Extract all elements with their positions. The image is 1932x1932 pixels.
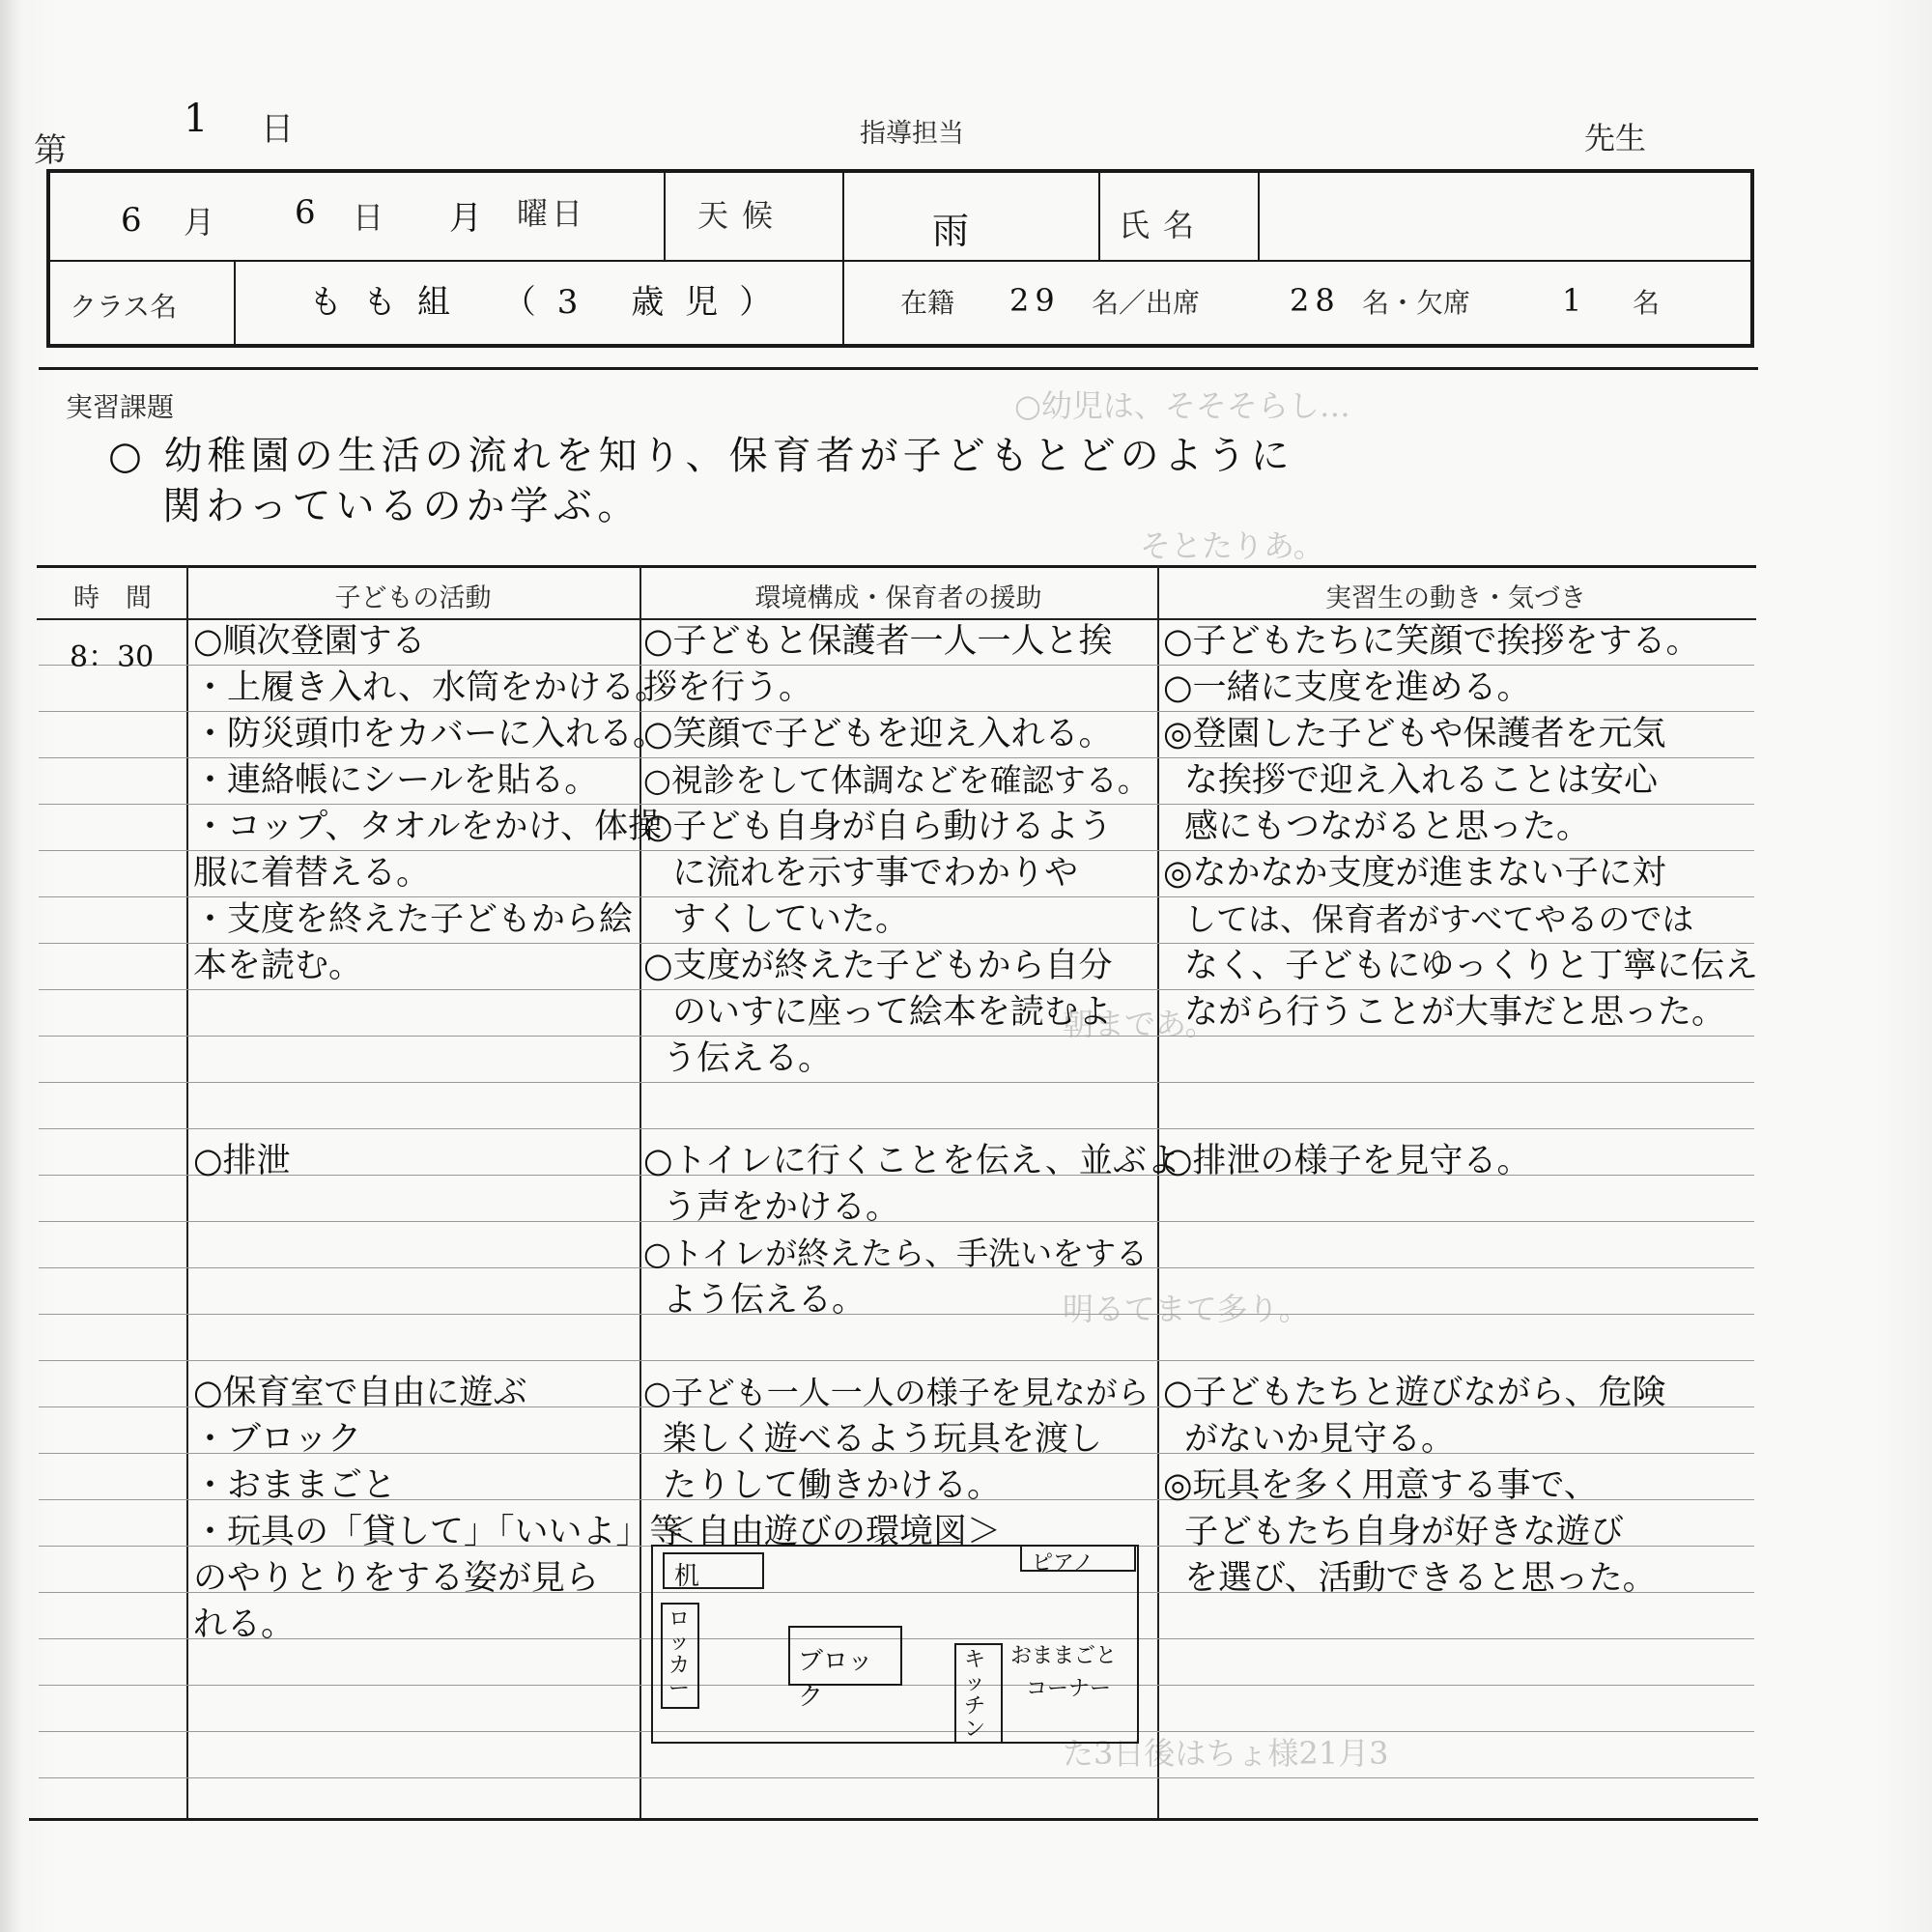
day-suffix: 日: [261, 110, 294, 149]
list-item: ・玩具の「貸して」「いいよ」等: [193, 1513, 684, 1551]
list-item: ・おままごと: [193, 1466, 397, 1505]
list-item: ・上履き入れ、水筒をかける。: [193, 668, 669, 707]
list-item: 子どもたち自身が好きな遊び: [1184, 1513, 1625, 1551]
list-item: ○排泄の様子を見守る。: [1163, 1142, 1531, 1180]
list-item: なく、子どもにゆっくりと丁寧に伝え: [1184, 947, 1758, 985]
absent-label: 名・欠席: [1362, 287, 1471, 319]
diagram-kitchen: キッチン: [954, 1643, 1003, 1744]
teacher-suffix: 先生: [1584, 120, 1647, 156]
ruled-line: [39, 1360, 1754, 1361]
list-item: ・連絡帳にシールを貼る。: [193, 761, 599, 800]
task-label: 実習課題: [66, 391, 175, 423]
list-item: ・ブロック: [193, 1420, 362, 1459]
diagram-locker: ロッカー: [661, 1603, 699, 1709]
day-prefix: 第: [34, 131, 67, 170]
time-cell: 8：30: [70, 640, 155, 674]
enrolled-label: 在籍: [900, 287, 955, 319]
list-item: ○子ども自身が自ら動けるよう: [643, 808, 1113, 846]
diary-page: 第 1 日 指導担当 先生 6 月 6 日 月 曜日 天候 雨 氏名 クラス名 もも組 （3 歳児） 在籍 29 名／出席 28 名・欠席 1 名 ○幼児は、そそそらし… そとたりあ。 朝まであ。 明るてまて多り。 た3日後はちょ様21月3 実習課題 ○ 幼稚園の生活の流れを知り、保育者が子どもとどのように 関わっているのか学ぶ。 時 間 子どもの活動 環境構成・保育者の援助 実習生の動き・気づき 8：30 ○順次登園する ・上履き入れ、水筒をかける。 ・防災頭巾をカバーに入れる。 ・連絡帳にシールを貼る。 ・コップ、タオルをかけ、体操 服に着替える。 ・支度を終えた子どもから絵 本を読む。 ○排泄 ○保育室で自由に遊ぶ ・ブロック ・おままごと ・玩具の「貸して」「いいよ」等 のやりとりをする姿が見ら れる。 ○子どもと保護者一人一人と挨 拶を行う。 ○笑顔で子どもを迎え入れる。 ○視診をして体調などを確認する。 ○子ども自身が自ら動けるよう に流れを示す事でわかりや すくしていた。 ○支度が終えた子どもから自分 のいすに座って絵本を読むよ う伝える。 ○トイレに行くことを伝え、並ぶよ う声をかける。 ○トイレが終えたら、手洗いをする よう伝える。 ○子ども一人一人の様子を見ながら 楽しく遊べるよう玩具を渡し たりして働きかける。 ＜自由遊びの環境図＞ 机 ピアノ ロッカー ブロック キッチン おままごと コーナー ○子どもたちに笑顔で挨拶をする。 ○一緒に支度を進める。 ◎登園した子どもや保護者を元気 な挨拶で迎え入れることは安心 感にもつながると思った。 ◎なかなか支度が進まない子に対 しては、保育者がすべてやるのでは なく、子どもにゆっくりと丁寧に伝え ながら行うことが大事だと思った。 ○排泄の様子を見守る。 ○子どもたちと遊びながら、危険 がないか見守る。 ◎玩具を多く用意する事で、 子どもたち自身が好きな遊び を選び、活動できると思った。: [0, 0, 1932, 1932]
list-item: を選び、活動できると思った。: [1184, 1559, 1657, 1598]
list-item: ○排泄: [193, 1142, 291, 1180]
class-name: もも組 （3 歳児）: [309, 283, 794, 322]
list-item: ○支度が終えた子どもから自分: [643, 947, 1113, 985]
children-column-play: [193, 1370, 684, 1648]
separator-line: [39, 367, 1758, 370]
list-item: しては、保育者がすべてやるのでは: [1184, 900, 1694, 938]
list-item: ○子どもと保護者一人一人と挨: [643, 622, 1113, 661]
list-item: ○順次登園する: [193, 622, 426, 661]
list-item: 本を読む。: [193, 947, 363, 985]
list-item: ◎登園した子どもや保護者を元気: [1163, 715, 1666, 753]
task-line-2: 関わっているのか学ぶ。: [162, 484, 641, 528]
environment-column-play: [643, 1370, 1150, 1555]
environment-column: [643, 618, 1150, 1082]
list-item: 拶を行う。: [643, 668, 813, 707]
weather-label: 天候: [697, 197, 787, 234]
list-item: ◎なかなか支度が進まない子に対: [1163, 854, 1666, 893]
list-item: ○子ども一人一人の様子を見ながら: [643, 1374, 1150, 1411]
list-item: ◎玩具を多く用意する事で、: [1163, 1466, 1598, 1505]
month-label: 月: [184, 204, 215, 241]
list-item: ○一緒に支度を進める。: [1163, 668, 1531, 707]
student-column-toilet: [1163, 1138, 1531, 1184]
list-item: ○保育室で自由に遊ぶ: [193, 1374, 527, 1412]
list-item: 感にもつながると思った。: [1184, 808, 1591, 846]
weather-value: 雨: [932, 210, 970, 252]
ruled-line: [39, 1128, 1754, 1129]
list-item: ながら行うことが大事だと思った。: [1184, 993, 1726, 1032]
header-environment: 環境構成・保育者の援助: [754, 583, 1042, 613]
weekday: 月: [449, 199, 482, 238]
list-item: 服に着替える。: [193, 854, 431, 893]
list-item: のやりとりをする姿が見ら: [193, 1559, 600, 1598]
diagram-piano: ピアノ: [1020, 1547, 1136, 1572]
date-day: 6: [295, 193, 316, 232]
ruled-line: [39, 1082, 1754, 1083]
class-label: クラス名: [70, 291, 178, 323]
list-item: う声をかける。: [663, 1188, 900, 1227]
list-item: な挨拶で迎え入れることは安心: [1184, 761, 1659, 800]
absent-count: 1: [1562, 282, 1582, 319]
list-item: よう伝える。: [663, 1281, 867, 1320]
list-item: ○トイレに行くことを伝え、並ぶよ: [643, 1142, 1180, 1180]
list-item: ○視診をして体調などを確認する。: [643, 761, 1150, 799]
list-item: すくしていた。: [672, 900, 910, 939]
header-children: 子どもの活動: [334, 583, 492, 613]
list-item: ○笑顔で子どもを迎え入れる。: [643, 715, 1113, 753]
diagram-mamagoto: おままごと: [1010, 1644, 1118, 1668]
student-column: [1163, 618, 1758, 1036]
diagram-corner: コーナー: [1026, 1677, 1112, 1701]
list-item: ○子どもたちに笑顔で挨拶をする。: [1163, 622, 1700, 661]
children-column: [193, 618, 668, 989]
environment-diagram: [651, 1545, 1139, 1744]
day-label: 日: [353, 199, 384, 236]
date-month: 6: [121, 201, 142, 240]
ruled-line: [39, 1777, 1754, 1778]
attend-label: 名／出席: [1092, 287, 1201, 319]
supervisor-label: 指導担当: [860, 119, 964, 149]
weekday-label: 曜日: [517, 195, 587, 232]
present-count: 28: [1290, 282, 1341, 319]
list-item: ○トイレが終えたら、手洗いをする: [643, 1235, 1149, 1272]
task-line-1: ○ 幼稚園の生活の流れを知り、保育者が子どもとどのように: [108, 434, 1294, 478]
student-column-play: [1163, 1370, 1666, 1602]
list-item: う伝える。: [663, 1039, 833, 1078]
list-item: ・防災頭巾をカバーに入れる。: [193, 715, 668, 753]
count-suffix: 名: [1633, 287, 1661, 319]
children-column-toilet: [193, 1138, 291, 1184]
diagram-desk: 机: [663, 1552, 764, 1589]
header-student: 実習生の動き・気づき: [1325, 583, 1586, 613]
list-item: ・コップ、タオルをかけ、体操: [193, 808, 663, 846]
diagram-block: ブロック: [788, 1626, 902, 1686]
day-number: 1: [184, 97, 209, 141]
list-item: れる。: [193, 1605, 296, 1644]
list-item: ・支度を終えた子どもから絵: [193, 900, 634, 939]
list-item: たりして働きかける。: [663, 1466, 1002, 1505]
list-item: のいすに座って絵本を読むよ: [672, 993, 1113, 1032]
list-item: ○子どもたちと遊びながら、危険: [1163, 1374, 1666, 1412]
list-item: 楽しく遊べるよう玩具を渡し: [663, 1420, 1103, 1459]
header-time: 時 間: [73, 583, 152, 613]
list-item: に流れを示す事でわかりや: [672, 854, 1079, 893]
environment-column-toilet: [643, 1138, 1180, 1323]
list-item: ＜自由遊びの環境図＞: [663, 1513, 1002, 1551]
name-label: 氏名: [1119, 207, 1208, 243]
enrolled-count: 29: [1009, 282, 1061, 319]
list-item: がないか見守る。: [1184, 1420, 1456, 1459]
